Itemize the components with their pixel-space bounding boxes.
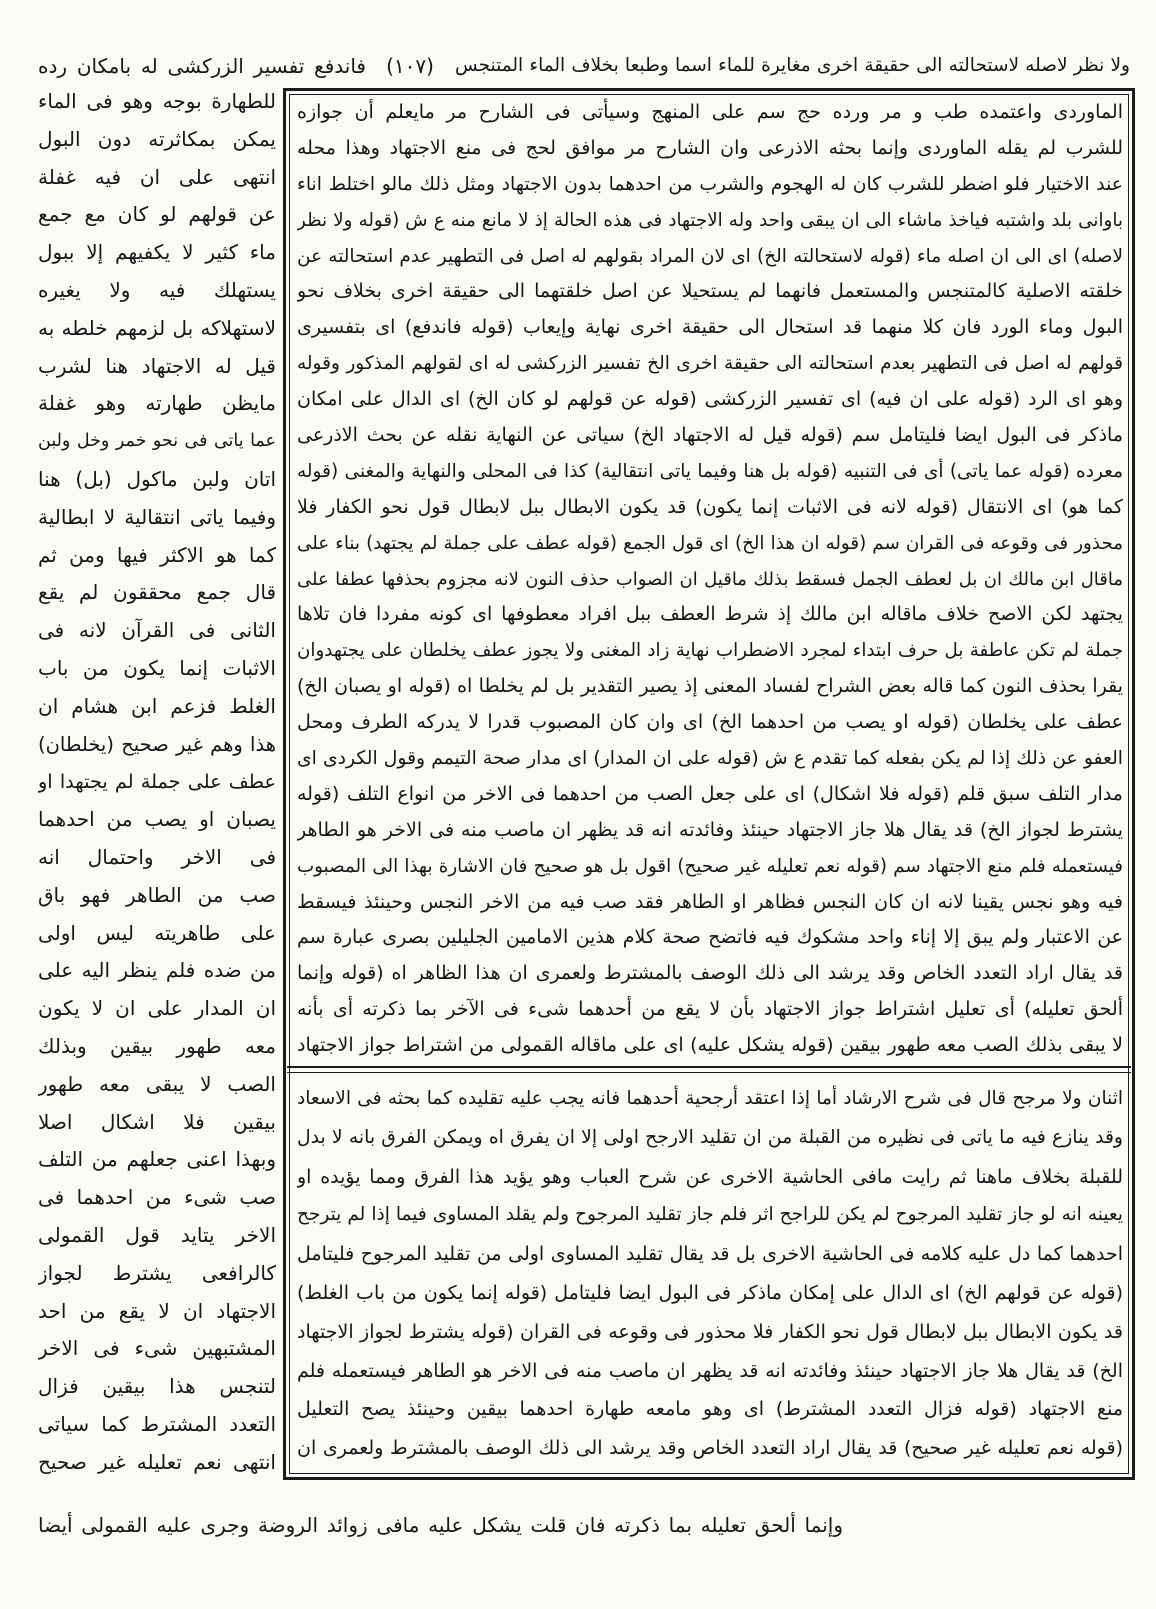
margin-line: التعدد المشترط كما سياتى [38,1411,276,1436]
section-divider-thick [287,1066,1131,1068]
commentary-line: قد يكون الابطال ببل لابطال قول نحو الكفار فلا محذور فى وقوعه فى القران (قوله يشترط لجواز الاجتهاد [297,1320,1123,1343]
commentary-line: ماذكر فى البول ايضا فليتامل سم (قوله قيل له الاجتهاد الخ) سياتى عن النهاية نقله عن بحث الاذرعى [297,424,1123,447]
margin-line: من ضده فلم ينظر اليه على [38,958,276,983]
commentary-line: جملة لم تكن عاطفة بل حرف ابتداء لمجرد الاضطراب نهاية زاد المغنى ولا يجوز عطف يخلطان على يجتهدوان [297,640,1123,662]
commentary-line: الخ) قد يقال هلا جاز الاجتهاد حينئذ وفائدته انه قد يظهر ان ماصب منه فى الاخر هو الطاهر فيستعمله فلم [297,1359,1123,1382]
commentary-line: (قوله نعم تعليله غير صحيح) قد يقال اراد التعدد الخاص وقد يرشد الى ذلك الوصف بالمشترط ولعمرى ان [297,1437,1123,1460]
margin-line: عطف على جملة لم يجتهدا او [38,770,276,794]
margin-line: وبهذا اعنى جعلهم من التلف [38,1147,276,1172]
margin-line: مايظن طهارته وهو غفلة [38,391,276,416]
commentary-upper-block [297,95,1123,1064]
margin-line: انتهى على ان فيه غفلة [38,164,276,189]
margin-line: للطهارة بوجه وهو فى الماء [38,89,276,113]
margin-line: الغلط فزعم ابن هشام ان [38,693,276,718]
margin-line: قال جمع محققون لم يقع [38,580,276,605]
margin-line: الاخر يتايد قول القمولى [38,1222,276,1247]
header-matn-right: ولا نظر لاصله لاستحالته الى حقيقة اخرى مغايرة للماء اسما وطبعا بخلاف الماء المتنجس [455,55,1130,76]
commentary-line: قد يقال اراد التعدد الخاص وقد يرشد الى ذلك الوصف بالمشترط ولعمرى ان هذا الظاهر اه (قوله وإنما [297,962,1123,985]
commentary-line: يجتهد لكن الاصح خلاف ماقاله ابن مالك إذ شرط العطف ببل افراد معطوفها اى كونه مفردا فان تلاها [297,603,1123,626]
margin-line: الثانى فى القرآن لانه فى [38,618,276,643]
margin-line: يصبان او يصب من احدهما [38,807,276,832]
commentary-line: لاصله) اى الى ان اصله ماء (قوله لاستحالته الخ) اى لان المراد بقولهم له اصل فى التطهير عدم استحالته عن [297,245,1123,267]
margin-line: اتان ولبن ماكول (بل) هنا [38,466,276,491]
margin-line: هذا وهم غير صحيح (يخلطان) [38,732,276,756]
commentary-line: يشترط لجواز الخ) قد يقال هلا جاز الاجتهاد حينئذ وفائدته انه قد يظهر ان ماصب منه فى الاخر هو الطاهر [297,818,1123,841]
section-divider-thin [287,1072,1131,1073]
commentary-line: وقد ينازع فيه ما ياتى فى نظيره من القبلة من ان تقليد الارجح اولى إلا ان يفرق اه ويمكن الفرق بانه لا بدل [297,1126,1123,1148]
commentary-line: (قوله عن قولهم الخ) اى الدال على إمكان ماذكر فى البول ايضا فليتامل (قوله إنما يكون من باب الغلط) [297,1281,1123,1304]
footer-matn-line: وإنما ألحق تعليله بما ذكرته فان قلت يشكل عليه مافى زوائد الروضة وجرى عليه القمولى أيضا [38,1513,843,1537]
margin-line: كالرافعى يشترط لجواز [38,1260,276,1285]
margin-line: بيقين فلا اشكال اصلا [38,1109,276,1134]
commentary-line: محذور فى وقوعه فى القران سم (قوله ان هذا الخ) اى قول الجمع (قوله عطف على جملة لم يجتهد) بناء على [297,532,1123,554]
commentary-line: للقبلة بخلاف ماهنا ثم رايت مافى الحاشية الاخرى عن شرح العباب وهو يؤيد هذا الفرق ومما يؤيده او [297,1165,1123,1188]
commentary-line: منع الاجتهاد (قوله فزال التعدد المشترط) اى وهو مامعه طهارة احدهما بيقين وحينئذ يصح التعليل [297,1398,1123,1421]
commentary-line: معرده (قوله عما ياتى) أى فى التنبيه (قوله بل هنا وفيما ياتى انتقالية) كذا فى المحلى والنهاية والمغنى (قوله [297,460,1123,482]
commentary-line: كما هو) اى الانتقال (قوله لانه فى الاثبات إنما يكون) قد يكون الابطال ببل لابطال قول نحو الكفار فلا [297,495,1123,518]
commentary-line: فيستعمله فلم منع الاجتهاد سم (قوله نعم تعليله غير صحيح) اقول بل هو صحيح فان الاشارة بهذا الى المصبوب [297,855,1123,877]
margin-line: عما ياتى فى نحو خمر وخل ولبن [38,431,276,452]
commentary-line: احدهما كما دل عليه كلامه فى الحاشية الاخرى بل قد يقال تقليد المساوى اولى من تقليد المرجوح فليتامل [297,1243,1123,1266]
page-number: (١٠٧) [386,54,434,78]
commentary-line: عطف على يخلطان (قوله او يصب من احدهما الخ) اى وان كان المصبوب قدرا لا يدركه الطرف ومحل [297,711,1123,734]
commentary-line: يقرا بحذف النون كما قاله بعض الشراح لفساد المعنى إذ يصير التقدير بل لم يخلطا اه (قوله او يصبان الخ) [297,675,1123,698]
margin-line: صب شىء من احدهما فى [38,1185,276,1210]
margin-line: الصب لا يبقى معه طهور [38,1071,276,1096]
commentary-line: البول وماء الورد فان كلا منهما قد استحال الى حقيقة اخرى نهاية وإيعاب (قوله فاندفع) اى بتفسيرى [297,316,1123,339]
commentary-line: ألحق تعليله) أى تعليل اشتراط جواز الاجتهاد بأن لا يقع من أحدهما شىء فى الآخر بما ذكرته أى بأنه [297,998,1123,1021]
margin-line: ماء كثير لا يكفيهم إلا ببول [38,240,276,265]
margin-line: قيل له الاجتهاد هنا لشرب [38,353,276,378]
margin-line: صب من الطاهر فهو باق [38,882,276,907]
commentary-line: خلقته الاصلية كالمتنجس والمستعمل فانهما لم يستحيلا عن اصل خلقتهما الى حقيقة اخرى بخلاف نحو [297,280,1123,303]
margin-line: يمكن بمكاثرته دون البول [38,126,276,151]
margin-line: وفيما ياتى انتقالية لا ابطالية [38,504,276,529]
header-matn-left: فاندفع تفسير الزركشى له بامكان رده [38,54,366,78]
commentary-line: قولهم له اصل فى التطهير بعدم استحالته الى حقيقة اخرى الخ تفسير الزركشى له اى لقولهم المذكور وقوله [297,353,1123,375]
margin-line: المشتبهين شىء فى الاخر [38,1336,276,1361]
margin-line: الاجتهاد ان لا يقع من احد [38,1298,276,1323]
commentary-line: عن الاعتبار ولم يبق إلا إناء واحد مشكوك فيه فاتضح صحة كلام هذين الامامين الجليلين بصرى عبارة سم [297,926,1123,949]
commentary-line: باوانى بلد واشتبه فياخذ ماشاء الى ان يبقى واحد وله الاجتهاد فى هذه الحالة إذ لا مانع منه ع ش (قوله ولا نظر [297,209,1123,231]
margin-line: على طاهريته ليس اولى [38,920,276,945]
margin-line: لاستهلاكه بل لزمهم خلطه به [38,315,276,340]
commentary-lower-block [297,1080,1123,1468]
margin-line: كما هو الاكثر فيها ومن ثم [38,542,276,567]
commentary-line: ماقال ابن مالك ان بل لعطف الجمل فسقط بذلك ماقيل ان الصواب حذف النون لانه مجزوم بحذفها عطفا على [297,568,1123,590]
margin-line: الاثبات إنما يكون من باب [38,655,276,680]
commentary-line: اثنان ولا مرجح قال فى شرح الارشاد أما إذا اعتقد أرجحية أحدهما فانه يجب عليه تقليده كما بحثه فى الاسعاد [297,1088,1123,1109]
margin-line: انتهى نعم تعليله غير صحيح [38,1449,276,1474]
commentary-line: فيه وهو نجس يقينا لانه ان كان النجس فظاهر او الطاهر فقد صب فيه من الاخر النجس وحينئذ فيسقط [297,890,1123,913]
commentary-line: يعينه انه لو جاز تقليد المرجوح لم يكن للراجح اثر فلم جاز تقليد المرجوح ولم يقلد المساوى فيما إذا لم يترجح [297,1204,1123,1226]
commentary-line: العفو عن ذلك إذا لم يكن بفعله كما تقدم ع ش (قوله على ان المدار) اى مدار صحة التيمم وقول الكردى اى [297,748,1123,770]
margin-line: عن قولهم لو كان مع جمع [38,202,276,227]
margin-column [38,83,276,1481]
commentary-line: وهو اى الرد (قوله على ان فيه) اى تفسير الزركشى (قوله عن قولهم لو كان الخ) اى الدال على امكان [297,388,1123,411]
margin-line: لتنجس هذا بيقين فزال [38,1374,276,1399]
commentary-line: للشرب لم يقله الماوردى وإنما بحثه الاذرعى وان الشارح مر موافق لحج فى منع الاجتهاد وهذا محله [297,136,1123,159]
commentary-line: عند الاختيار فلو اضطر للشرب كان له الهجوم والشرب من احدهما بدون الاجتهاد ومثل ذلك مالو اختلط اناء [297,173,1123,195]
commentary-line: لا يبقى بذلك الصب معه طهور بيقين (قوله يشكل عليه) اى على ماقاله القمولى من اشتراط جواز الاجتهاد [297,1034,1123,1057]
margin-line: يستهلك فيه ولا يغيره [38,277,276,302]
margin-line: معه طهور بيقين وبذلك [38,1033,276,1058]
commentary-line: الماوردى واعتمده طب و مر ورده حج سم على المنهج وسيأتى فى الشارح مر مايعلم أن جوازه [297,101,1123,123]
margin-line: فى الاخر واحتمال انه [38,844,276,869]
commentary-line: مدار التلف سبق قلم (قوله فلا اشكال) اى على جعل الصب من احدهما فى الاخر من انواع التلف (قوله [297,782,1123,805]
margin-line: ان المدار على ان لا يكون [38,996,276,1021]
